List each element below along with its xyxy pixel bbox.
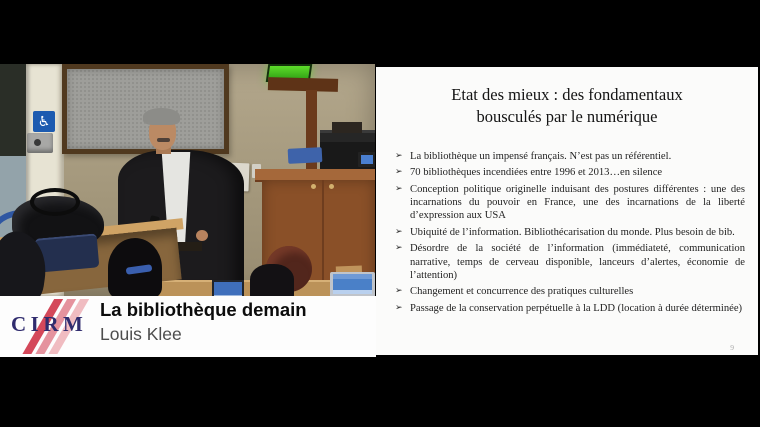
slide-title-line1: Etat des mieux : des fondamentaux xyxy=(451,85,683,104)
slide-title xyxy=(376,84,758,129)
speaker-mustache xyxy=(157,138,170,142)
lecture-title: La bibliothèque demain xyxy=(100,299,307,320)
slide-bullet xyxy=(395,183,745,223)
slide-bullet-list xyxy=(395,150,745,315)
slide-title-line2: bousculés par le numérique xyxy=(476,107,658,127)
lecture-video xyxy=(0,64,375,296)
bag-handle xyxy=(30,188,80,216)
bullet-text: Changement et concurrence des pratiques culturelles xyxy=(410,286,634,298)
door-window-pane xyxy=(0,64,26,156)
bullet-text: 70 bibliothèques incendiées entre 1996 et 2013…en silence xyxy=(410,167,663,179)
bullet-text: Conception politique originelle induisant des postures différentes : une des incarnations du pouvoir en France, une des incarnations de la liberté d’expression aux USA xyxy=(410,183,745,222)
speaker-hair xyxy=(143,108,180,125)
door-handle-knob xyxy=(34,139,41,146)
bullet-arrow-icon: ➢ xyxy=(395,243,403,254)
bullet-text: Désordre de la société de l’information (immédiateté, communication narrative, temps de cerveau disponible, lanceurs d’alertes, économie de l’attention) xyxy=(410,243,745,282)
bullet-text: Ubiquité de l’information. Bibliothécarisation du monde. Plus besoin de bib. xyxy=(410,226,735,238)
slide-bullet xyxy=(395,150,745,163)
bullet-arrow-icon: ➢ xyxy=(395,150,403,161)
speaker-left-hand xyxy=(196,230,208,241)
slide-bullet xyxy=(395,285,745,298)
bullet-arrow-icon: ➢ xyxy=(395,226,403,237)
speaker-name: Louis Klee xyxy=(100,324,182,344)
logo-text: CIRM xyxy=(11,312,88,336)
slide-bullet xyxy=(395,226,745,239)
handicap-sign xyxy=(33,111,55,132)
slide-page-number: 9 xyxy=(730,343,734,352)
blue-folder xyxy=(288,147,323,164)
bullet-text: La bibliothèque un impensé français. N’est pas un référentiel. xyxy=(410,150,672,162)
cabinet-handle xyxy=(329,184,334,189)
wheelchair-icon: ♿ xyxy=(37,113,51,130)
monitor-glow xyxy=(361,155,373,164)
bullet-arrow-icon: ➢ xyxy=(395,183,403,194)
bullet-text: Passage de la conservation perpétuelle à la LDD (location à durée déterminée) xyxy=(410,302,743,314)
cirm-logo xyxy=(6,299,92,354)
bullet-arrow-icon: ➢ xyxy=(395,286,403,297)
equipment-box xyxy=(332,122,362,133)
wood-beam xyxy=(268,77,338,92)
slide-bullet xyxy=(395,242,745,282)
cabinet-seam xyxy=(322,180,324,296)
slide-bullet xyxy=(395,302,745,315)
laptop-screen-glow xyxy=(214,282,242,296)
slide-bullet xyxy=(395,166,745,179)
audience-head-dark xyxy=(250,264,294,296)
cabinet-handle xyxy=(311,184,316,189)
bullet-arrow-icon: ➢ xyxy=(395,302,403,313)
bullet-arrow-icon: ➢ xyxy=(395,167,403,178)
presentation-slide xyxy=(376,67,758,355)
laptop-silver-screen xyxy=(333,274,372,294)
